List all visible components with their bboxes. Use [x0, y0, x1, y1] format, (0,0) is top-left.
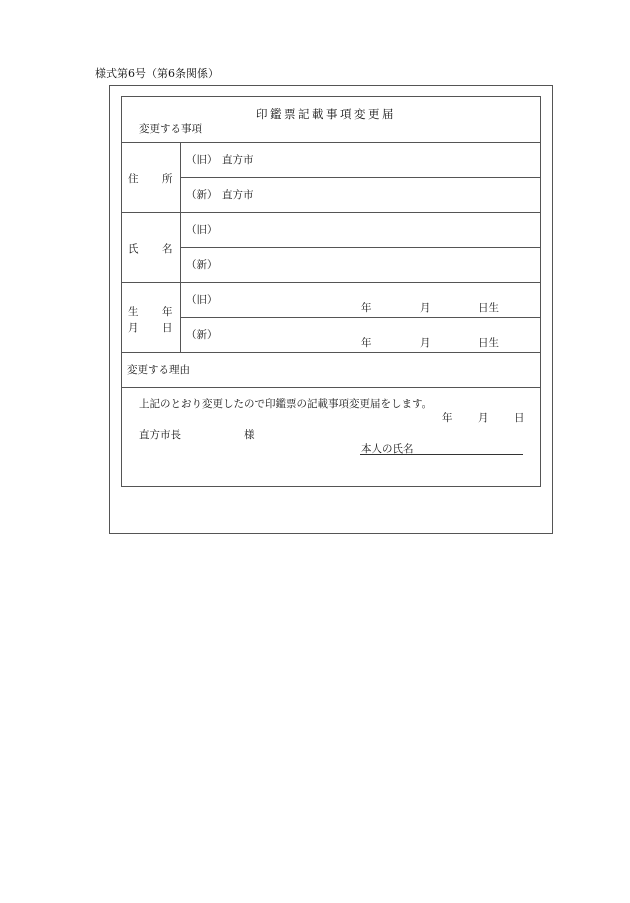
old-month: 月 [420, 302, 431, 314]
form-number-label: 様式第6号（第6条関係） [95, 67, 219, 80]
old-day: 日生 [478, 302, 499, 314]
birthdate-label: 生 [128, 306, 139, 318]
declaration-text: 上記のとおり変更したので印鑑票の記載事項変更届をします。 [139, 398, 433, 410]
birthdate-label: 年 [162, 306, 173, 318]
address-label: 所 [162, 173, 173, 185]
reason-label: 変更する理由 [127, 364, 190, 376]
new-prefix: （新） [186, 189, 218, 201]
signature-label: 本人の氏名 [361, 443, 414, 455]
row-divider [121, 142, 541, 143]
form-title: 印鑑票記載事項変更届 [256, 107, 396, 121]
birthdate-label: 月 [128, 322, 139, 334]
row-divider [121, 352, 541, 353]
row-divider [121, 282, 541, 283]
address-label: 住 [128, 173, 139, 185]
new-address-value: 直方市 [222, 189, 254, 201]
mayor-addressee: 直方市長 [139, 429, 181, 441]
old-prefix: （旧） [186, 154, 218, 166]
row-divider [121, 212, 541, 213]
date-month: 月 [478, 412, 489, 424]
label-column-divider [180, 142, 181, 352]
name-label: 氏 [128, 243, 139, 255]
row-divider [121, 387, 541, 388]
old-year: 年 [361, 302, 372, 314]
honorific: 様 [244, 429, 255, 441]
old-address-value: 直方市 [222, 154, 254, 166]
date-day: 日 [514, 412, 525, 424]
old-prefix: （旧） [186, 224, 218, 236]
new-day: 日生 [478, 337, 499, 349]
new-prefix: （新） [186, 329, 218, 341]
new-prefix: （新） [186, 259, 218, 271]
old-prefix: （旧） [186, 294, 218, 306]
new-year: 年 [361, 337, 372, 349]
new-month: 月 [420, 337, 431, 349]
birthdate-label: 日 [162, 322, 173, 334]
signature-line [360, 454, 523, 455]
form-table [121, 96, 541, 487]
date-year: 年 [442, 412, 453, 424]
row-divider [180, 247, 541, 248]
name-label: 名 [162, 243, 173, 255]
row-divider [180, 177, 541, 178]
change-items-label: 変更する事項 [139, 123, 202, 135]
row-divider [180, 317, 541, 318]
